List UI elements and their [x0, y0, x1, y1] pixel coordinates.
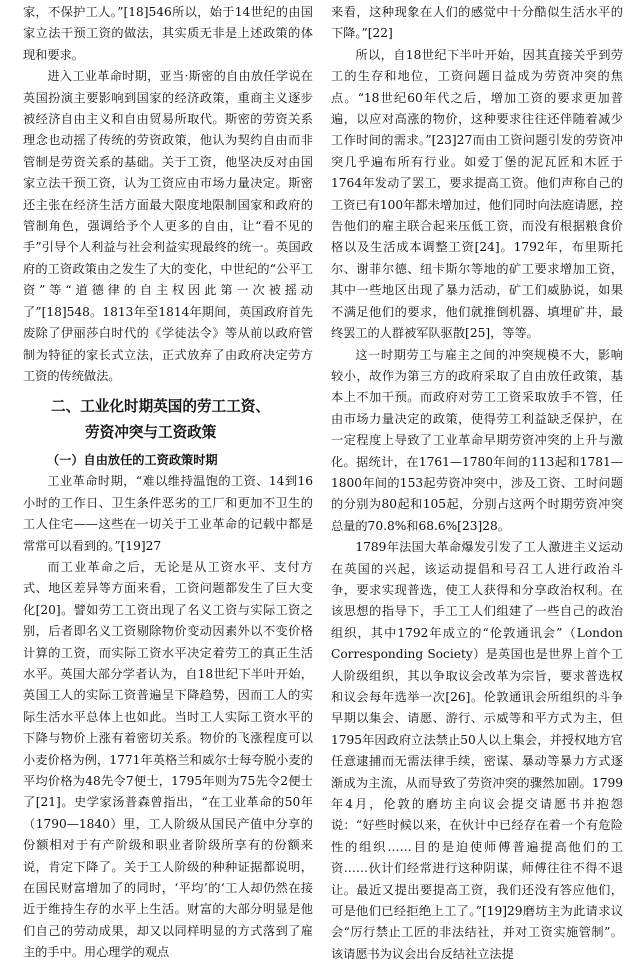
section-title-line-1: 二、工业化时期英国的劳工工资、: [51, 398, 270, 416]
paragraph: 进入工业革命时期，亚当·斯密的自由放任学说在英国扮演主要影响到国家的经济政策，重商主义逐步被经济自由主义和自由贸易所取代。斯密的劳资关系理念也动摇了传统的劳资政策，他认为契约自由而非管制是劳资关系的基础。关于工资，他坚决反对由国家立法干预工资，认为工资应由市场力量决定。斯密还主张在经济生活方面最大限度地限制国家和政府的管制角色，强调给予个人更多的自由，让“看不见的手”引导个人利益与社会利益实现最终的统一。英国政府的工资政策由之发生了大的变化，中世纪的“公平工资”等“道德律的自主权因此第一次被摇动了”[18]548。1813年至1814年期间，英国政府首先废除了伊丽莎白时代的《学徒法令》等从前以政府管制为特征的家长式立法，正式放弃了由政府决定劳方工资的传统做法。: [23, 69, 313, 383]
left-column: [23, 2, 313, 964]
paragraph: 而工业革命之后，无论是从工资水平、支付方式、地区差异等方面来看，工资问题都发生了巨大变化[20]。譬如劳工工资出现了名义工资与实际工资之别，后者即名义工资剔除物价变动因素外以不变价格计算的工资，而实际工资水平决定着劳工的真正生活水平。英国大部分学者认为，自18世纪下半叶开始，英国工人的实际工资普遍呈下降趋势，因而工人的实际生活水平总体上也如此。当时工人实际工资水平的下降与物价上涨有着密切关系。物价的飞涨程度可以小麦价格为例，1771年英格兰和威尔士每夸脱小麦的平均价格为48先令7便士，1795年则为75先令2便士了[21]。史学家汤普森曾指出，“在工业革命的50年（1790—1840）里，工人阶级从国民产值中分享的份额相对于有产阶级和职业者阶级所享有的份额来说，肯定下降了。关于工人阶级的种种证据都说明，在国民财富增加了的同时，‘平均’的‘工人却仍然在接近于维持生存的水平上生活。财富的大部分明显是他们自己的劳动成果，却又以同样明显的方式落到了雇主的手中。用心理学的观点: [23, 559, 313, 960]
right-column: [331, 2, 623, 965]
paragraph: 所以，自18世纪下半叶开始，因其直接关乎到劳工的生存和地位，工资问题日益成为劳资冲突的焦点。“18世纪60年代之后，增加工资的要求更加普遍，以应对高涨的物价，这种要求往往还伴随着减少工作时间的需求。”[23]27而由工资问题引发的劳资冲突几乎遍布所有行业。如爱丁堡的泥瓦匠和木匠于1764年发动了罢工，要求提高工资。他们声称自己的工资已有100年都未增加过，他们同时向法庭请愿，控告他们的雇主联合起来压低工资，而没有根据粮食价格以及生活成本调整工资[24]。1792年，布里斯托尔、谢菲尔德、纽卡斯尔等地的矿工要求增加工资，其中一些地区出现了暴力活动，矿工们威胁说，如果不满足他们的要求，他们就推倒机器、填埋矿井，最终罢工的人群被军队驱散[25]，等等。: [331, 47, 623, 341]
paragraph: 这一时期劳工与雇主之间的冲突规模不大，影响较小，故作为第三方的政府采取了自由放任政策，基本上不加干预。而政府对劳工工资采取放手不管，任由市场力量决定的政策，使得劳工利益缺乏保护，在一定程度上导致了工业革命早期劳资冲突的上升与激化。据统计，在1761—1780年间的113起和1781—1800年间的153起劳资冲突中，涉及工资、工时问题的分别为80起和105起，分别占这两个时期劳资冲突总量的70.8%和68.6%[23]28。: [331, 347, 623, 533]
paragraph: 工业革命时期，“难以维持温饱的工资、14到16小时的工作日、卫生条件恶劣的工厂和更加不卫生的工人住宅——这些在一切关于工业革命的记载中都是常常可以看到的。”[19]27: [23, 474, 313, 553]
paragraph: 1789年法国大革命爆发引发了工人激进主义运动在英国的兴起，该运动提倡和号召工人进行政治斗争，要求实现普选，使工人获得和分享政治权利。在该思想的指导下，手工工人们组建了一些自己的政治组织，其中1792年成立的“伦敦通讯会”（London Corresponding Society）是英国也是世界上首个工人阶级组织，其以争取议会改革为宗旨，要求普选权和议会每年选举一次[26]。伦敦通讯会所组织的斗争早期以集会、请愿、游行、示威等和平方式为主，但1795年因政府立法禁止50人以上集会，并授权地方官任意逮捕而无需法律手续，密谋、暴动等暴力方式逐渐成为主流，从而导致了劳资冲突的骤然加剧。1799年4月，伦敦的磨坊主向议会提交请愿书并抱怨说：“好些时候以来，在伙计中已经存在着一个有危险性的组织……目的是迫使师傅普遍提高他们的工资……伙计们经常进行这种阴谋，师傅往往不得不退让。最近又提出要提高工资，我们还没有答应他们，可是他们已经拒绝上工了。”[19]29磨坊主为此请求议会“厉行禁止工匠的非法结社，并对工资实施管制”。该请愿书为议会出台反结社立法提: [331, 540, 623, 961]
paragraph: 家，不保护工人。”[18]546所以，始于14世纪的由国家立法干预工资的做法，其实质无非是上述政策的体现和要求。: [23, 5, 313, 62]
paragraph: 来看，这种现象在人们的感觉中十分酷似生活水平的下降。”[22]: [331, 5, 623, 41]
subsection-title: （一）自由放任的工资政策时期: [47, 453, 218, 468]
section-title-line-2: 劳资冲突与工资政策: [85, 424, 217, 442]
